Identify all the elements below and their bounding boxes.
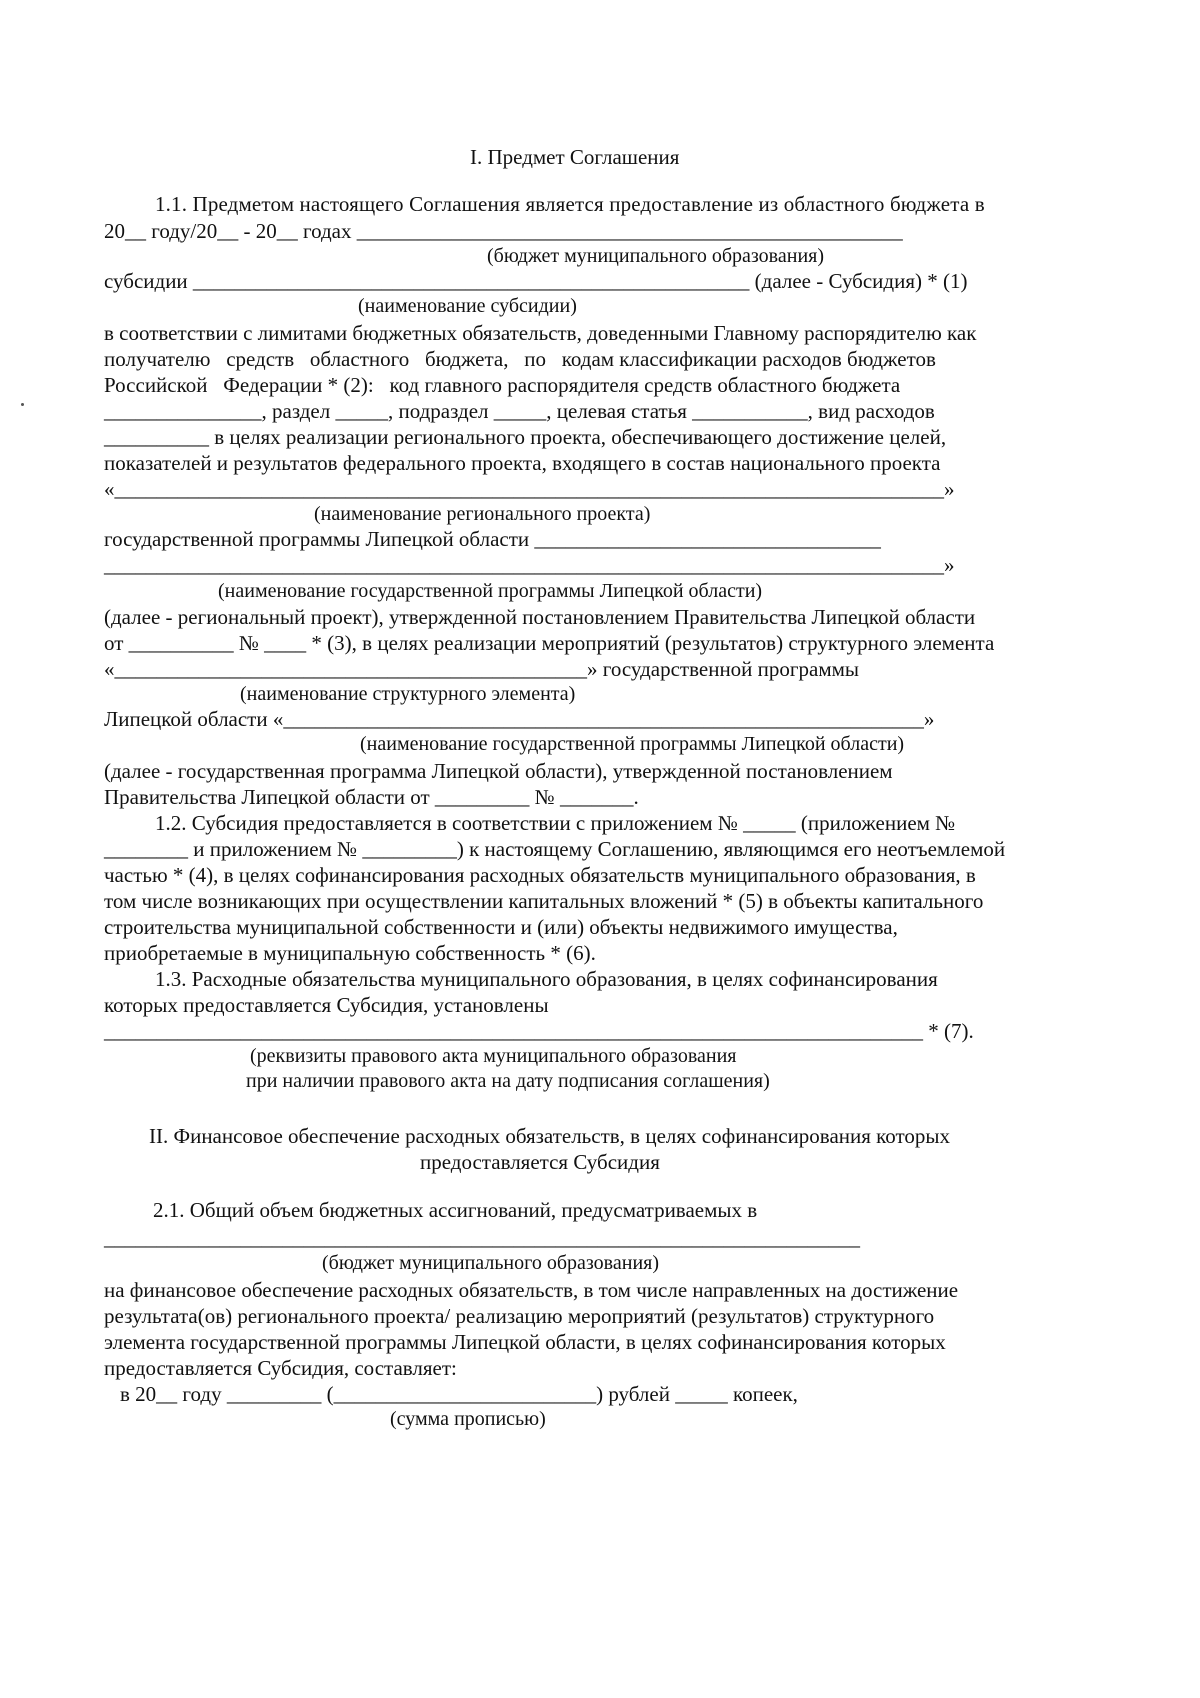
doc-line: строительства муниципальной собственности и (или) объекты недвижимого имущества, <box>104 915 898 939</box>
doc-line: 20__ году/20__ - 20__ годах ____________________________________________________ <box>104 219 903 243</box>
doc-line: ________________________________________________________________________ <box>104 1226 860 1250</box>
caption: (сумма прописью) <box>390 1408 546 1430</box>
doc-line: 2.1. Общий объем бюджетных ассигнований, предусматриваемых в <box>153 1198 758 1222</box>
doc-line: «_______________________________________________________________________________» <box>104 477 955 501</box>
doc-line: ________ и приложением № _________) к настоящему Соглашению, являющимся его неотъемлемой <box>104 837 1006 861</box>
caption: (реквизиты правового акта муниципального образования <box>250 1045 737 1067</box>
doc-line: предоставляется Субсидия, составляет: <box>104 1356 457 1380</box>
doc-line: получателю средств областного бюджета, по кодам классификации расходов бюджетов <box>104 347 936 371</box>
doc-line: показателей и результатов федерального проекта, входящего в состав национального проекта <box>104 451 941 475</box>
doc-line: 1.1. Предметом настоящего Соглашения является предоставление из областного бюджета в <box>155 192 985 216</box>
doc-line: в соответствии с лимитами бюджетных обязательств, доведенными Главному распорядителю как <box>104 321 977 345</box>
doc-line: (далее - государственная программа Липецкой области), утвержденной постановлением <box>104 759 893 783</box>
doc-line: государственной программы Липецкой области _________________________________ <box>104 527 881 551</box>
caption: (наименование субсидии) <box>358 295 577 317</box>
doc-line: субсидии _____________________________________________________ (далее - Субсидия) * (1) <box>104 269 968 293</box>
doc-line: Липецкой области «_____________________________________________________________» <box>104 707 935 731</box>
doc-line: 1.2. Субсидия предоставляется в соответствии с приложением № _____ (приложением № <box>155 811 956 835</box>
section-1-title: I. Предмет Соглашения <box>470 145 680 169</box>
caption: (наименование государственной программы Липецкой области) <box>360 733 905 755</box>
doc-line: ________________________________________________________________________________» <box>104 553 955 577</box>
doc-line: на финансовое обеспечение расходных обязательств, в том числе направленных на достижение <box>104 1278 959 1302</box>
doc-line: частью * (4), в целях софинансирования расходных обязательств муниципального образования, в <box>104 863 976 887</box>
doc-line: элемента государственной программы Липецкой области, в целях софинансирования которых <box>104 1330 946 1354</box>
doc-line: (далее - региональный проект), утвержденной постановлением Правительства Липецкой области <box>104 605 976 629</box>
doc-line: ______________________________________________________________________________ * (7). <box>104 1019 974 1043</box>
caption: (бюджет муниципального образования) <box>487 245 825 267</box>
caption: (наименование регионального проекта) <box>314 503 651 525</box>
doc-line: Российской Федерации * (2): код главного распорядителя средств областного бюджета <box>104 373 901 397</box>
caption: (наименование структурного элемента) <box>240 683 576 705</box>
doc-line: __________ в целях реализации регионального проекта, обеспечивающего достижение целей, <box>104 425 947 449</box>
doc-line: от __________ № ____ * (3), в целях реализации мероприятий (результатов) структурного элемента <box>104 631 995 655</box>
caption: при наличии правового акта на дату подписания соглашения) <box>246 1070 770 1092</box>
section-2-title-line-1: II. Финансовое обеспечение расходных обязательств, в целях софинансирования которых <box>149 1124 951 1148</box>
doc-line: том числе возникающих при осуществлении капитальных вложений * (5) в объекты капитального <box>104 889 984 913</box>
doc-line: в 20__ году _________ (_________________________) рублей _____ копеек, <box>120 1382 798 1406</box>
doc-line: приобретаемые в муниципальную собственность * (6). <box>104 941 596 965</box>
doc-line: 1.3. Расходные обязательства муниципального образования, в целях софинансирования <box>155 967 938 991</box>
scan-speck <box>21 403 24 406</box>
doc-line: _______________, раздел _____, подраздел _____, целевая статья ___________, вид расходов <box>104 399 935 423</box>
doc-line: результата(ов) регионального проекта/ реализацию мероприятий (результатов) структурного <box>104 1304 935 1328</box>
caption: (наименование государственной программы Липецкой области) <box>218 580 763 602</box>
doc-line: Правительства Липецкой области от _________ № _______. <box>104 785 639 809</box>
doc-line: которых предоставляется Субсидия, установлены <box>104 993 549 1017</box>
section-2-title-line-2: предоставляется Субсидия <box>420 1150 660 1174</box>
caption: (бюджет муниципального образования) <box>322 1252 660 1274</box>
doc-line: «_____________________________________________» государственной программы <box>104 657 860 681</box>
